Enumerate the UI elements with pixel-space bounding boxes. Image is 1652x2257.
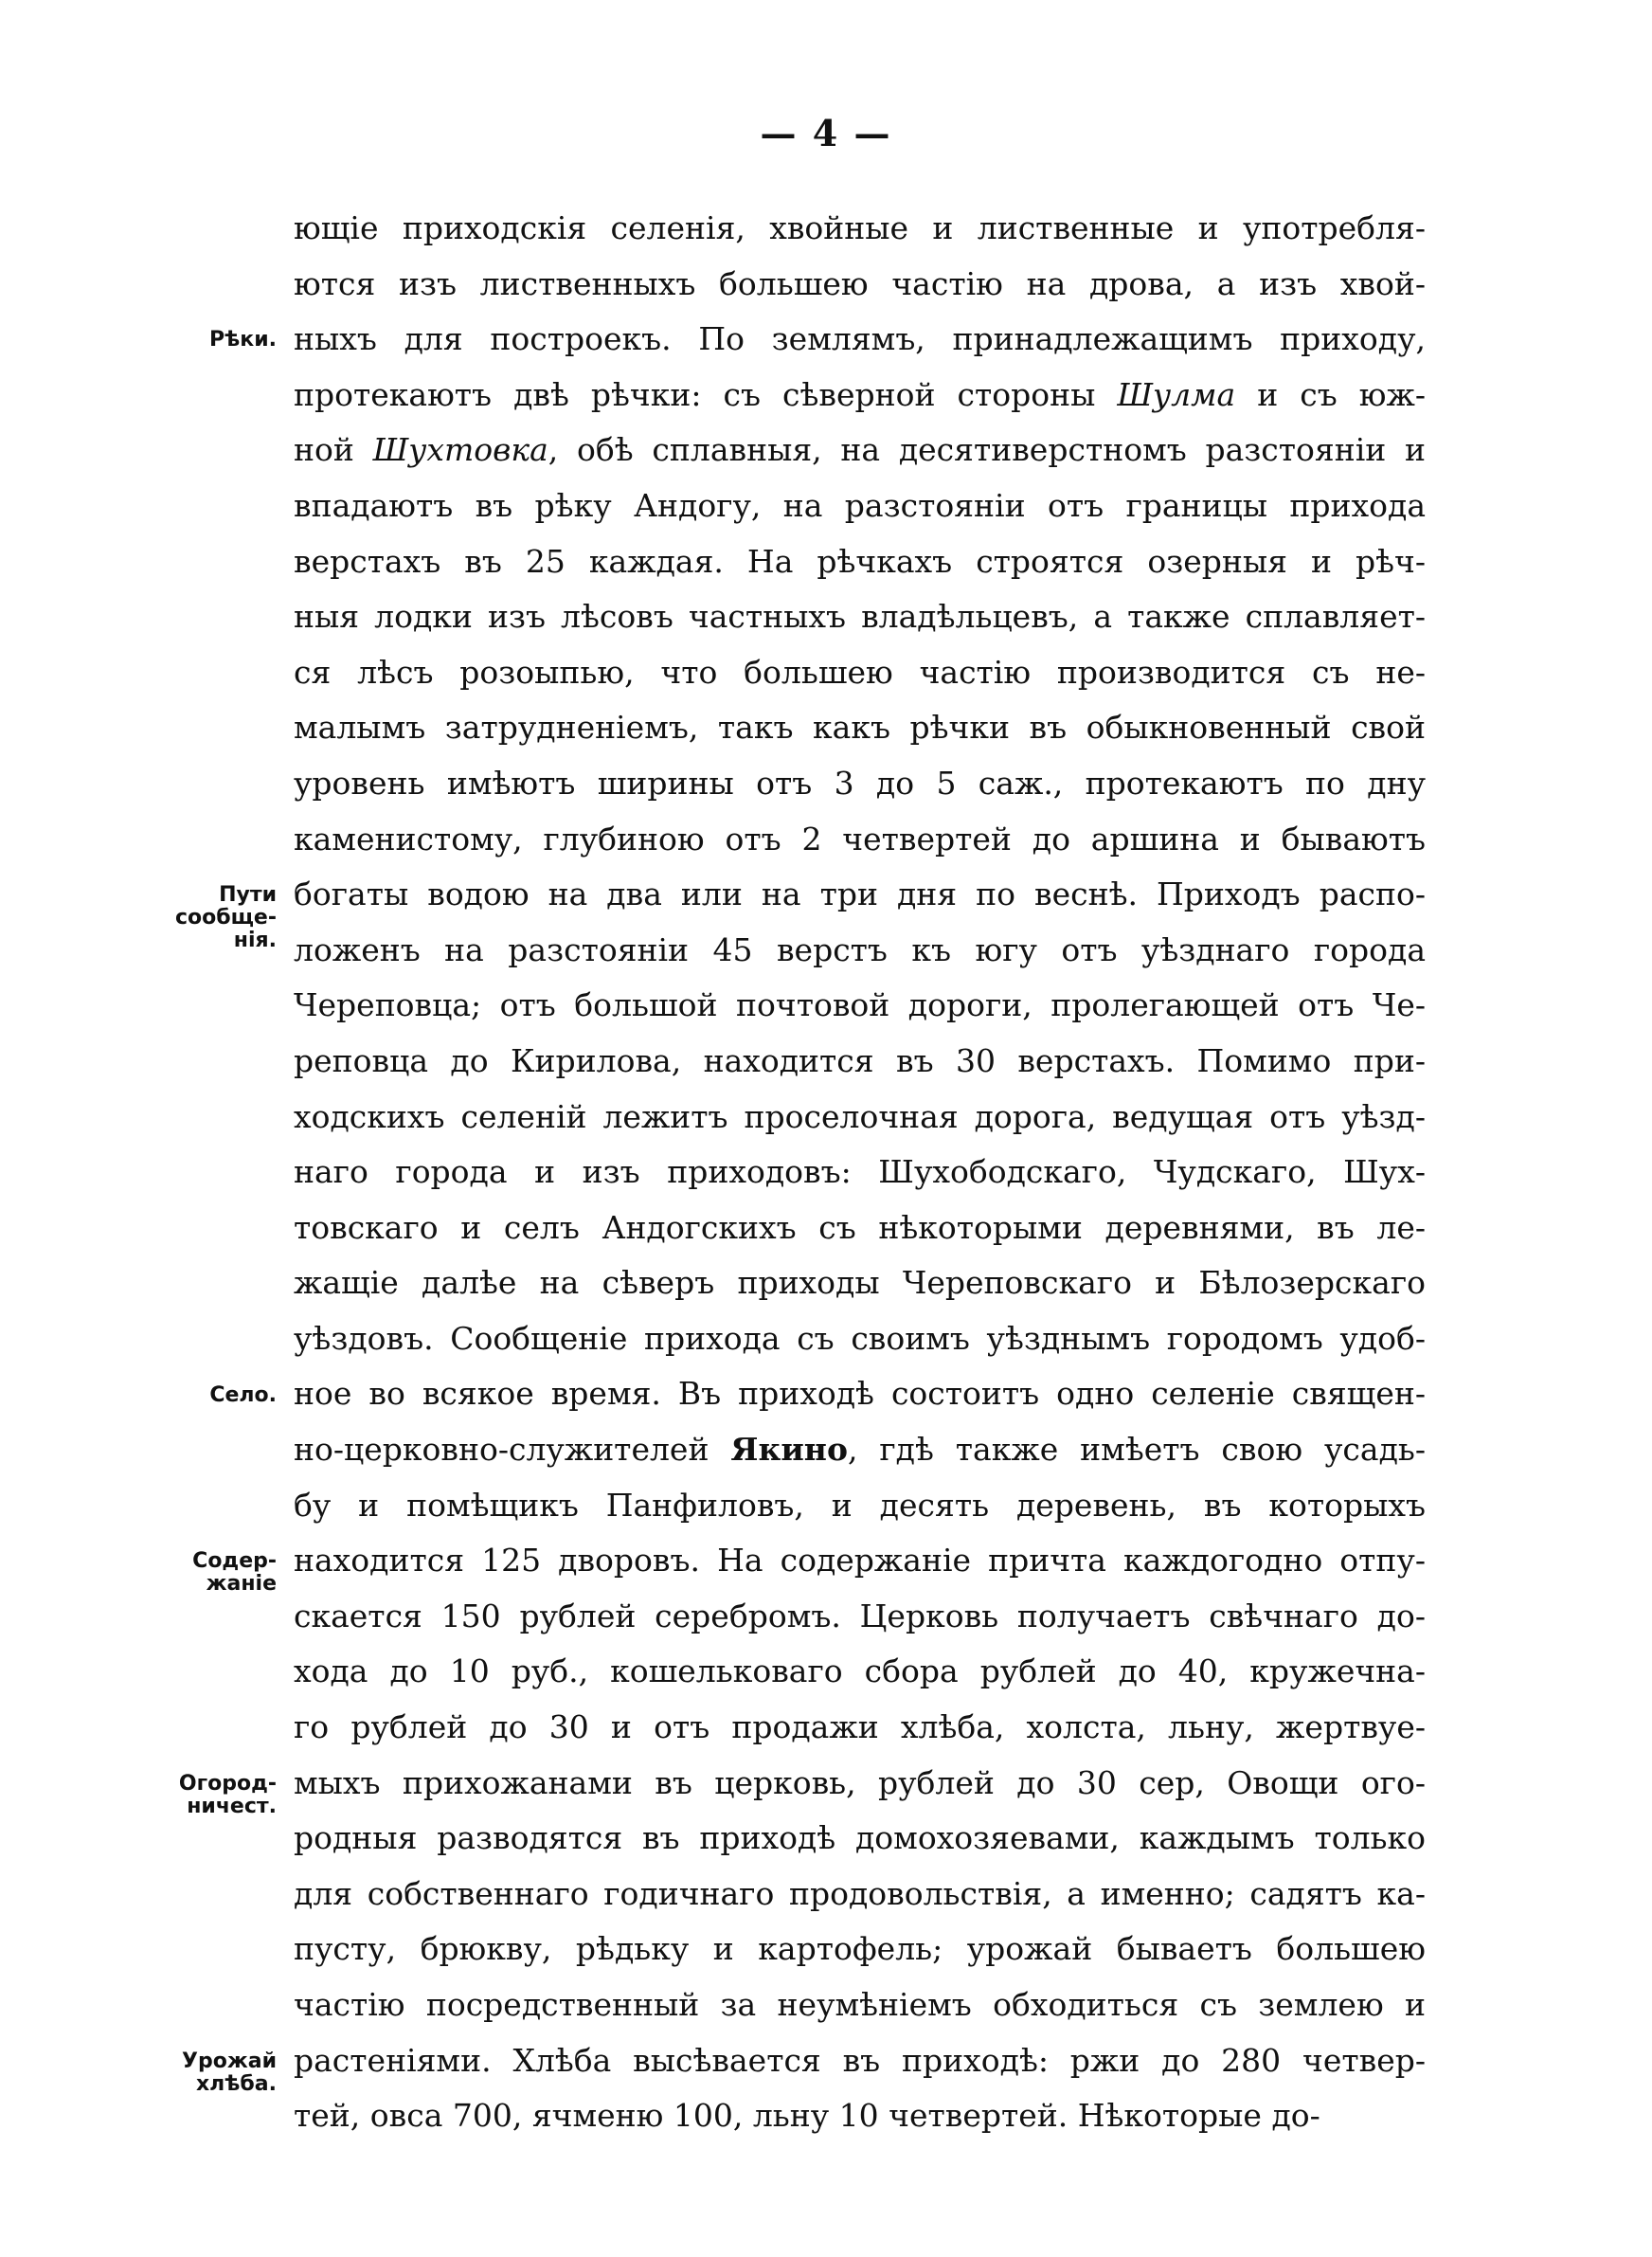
text-line: уѣздовъ. Сообщеніе прихода съ своимъ уѣзднымъ городомъ удоб- [294,1319,1426,1357]
text-line: ложенъ на разстояніи 45 верстъ къ югу отъ уѣзднаго города [294,930,1426,968]
text-line: ся лѣсъ розоыпью, что большею частію производится съ не- [294,653,1426,691]
text-line: Череповца; отъ большой почтовой дороги, пролегающей отъ Че- [294,986,1426,1024]
text-line [294,423,1426,478]
text-line [294,368,1426,424]
text-line: жащіе далѣе на сѣверъ приходы Череповскаго и Бѣлозерскаго [294,1264,1426,1302]
text-line: ются изъ лиственныхъ большею частію на дрова, а изъ хвой- [294,264,1426,302]
line-segment: протекаютъ двѣ рѣчки: съ сѣверной стороны [294,375,1118,413]
text-line: для собственнаго годичнаго продовольствія, а именно; садятъ ка- [294,1874,1426,1912]
line-segment: , обѣ сплавныя, на десятиверстномъ разстояніи и [548,431,1426,469]
text-line: реповца до Кирилова, находится въ 30 верстахъ. Помимо при- [294,1041,1426,1079]
line-segment: , гдѣ также имѣетъ свою усадь- [847,1431,1427,1469]
body-text [294,201,1426,2144]
text-line [294,1422,1426,1478]
village-name: Якино [730,1431,848,1469]
river-name: Шухтовка [372,431,548,469]
margin-note: Урожай хлѣба. [182,2049,277,2096]
line-segment: и съ юж- [1235,375,1426,413]
text-line: ныя лодки изъ лѣсовъ частныхъ владѣльцевъ, а также сплавляет- [294,598,1426,636]
text-line: уровень имѣютъ ширины отъ 3 до 5 саж., протекаютъ по дну [294,764,1426,802]
margin-notes [0,0,294,2257]
text-line: впадаютъ въ рѣку Андогу, на разстояніи отъ границы прихода [294,486,1426,524]
text-line: товскаго и селъ Андогскихъ съ нѣкоторыми деревнями, въ ле- [294,1208,1426,1246]
page-number: — 4 — [760,112,892,154]
text-line: верстахъ въ 25 каждая. На рѣчкахъ строятся озерныя и рѣч- [294,542,1426,580]
text-line: богаты водою на два или на три дня по веснѣ. Приходъ распо- [294,876,1426,913]
text-line: бу и помѣщикъ Панфиловъ, и десять деревень, въ которыхъ [294,1486,1426,1524]
line-segment: но-церковно-служителей [294,1431,731,1469]
margin-note: Пути сообще- нія. [174,883,277,953]
text-line: малымъ затрудненіемъ, такъ какъ рѣчки въ обыкновенный свой [294,709,1426,747]
text-line: растеніями. Хлѣба высѣвается въ приходѣ: ржи до 280 четвер- [294,2041,1426,2079]
text-line: скается 150 рублей серебромъ. Церковь получаетъ свѣчнаго до- [294,1597,1426,1634]
line-segment: ной [294,431,373,469]
text-line: находится 125 дворовъ. На содержаніе причта каждогодно отпу- [294,1542,1426,1580]
text-line: родныя разводятся въ приходѣ домохозяевами, каждымъ только [294,1819,1426,1857]
text-line: ходскихъ селеній лежитъ проселочная дорога, ведущая отъ уѣзд- [294,1097,1426,1135]
text-line: ное во всякое время. Въ приходѣ состоитъ одно селеніе священ- [294,1375,1426,1413]
margin-note: Содер- жаніе [192,1549,277,1597]
text-line: мыхъ прихожанами въ церковь, рублей до 30 сер, Овощи ого- [294,1763,1426,1801]
text-line: каменистому, глубиною отъ 2 четвертей до аршина и бываютъ [294,820,1426,858]
margin-note: Село. [209,1382,277,1407]
river-name: Шулма [1117,375,1236,413]
text-line: частію посредственный за неумѣніемъ обходиться съ землею и [294,1986,1426,2023]
margin-note: Рѣки. [208,328,277,352]
text-line: ющіе приходскія селенія, хвойные и лиственные и употребля- [294,209,1426,246]
text-line: тей, овса 700, ячменю 100, льну 10 четвертей. Нѣкоторые до- [294,2097,1320,2135]
text-line: наго города и изъ приходовъ: Шухободскаго, Чудскаго, Шух- [294,1153,1426,1191]
text-line: пусту, брюкву, рѣдьку и картофель; урожай бываетъ большею [294,1930,1426,1968]
text-line: ныхъ для построекъ. По землямъ, принадлежащимъ приходу, [294,320,1426,358]
text-line: хода до 10 руб., кошельковаго сбора рублей до 40, кружечна- [294,1652,1426,1690]
margin-note: Огород- ничест. [178,1771,277,1818]
text-line: го рублей до 30 и отъ продажи хлѣба, холста, льну, жертвуе- [294,1708,1426,1746]
